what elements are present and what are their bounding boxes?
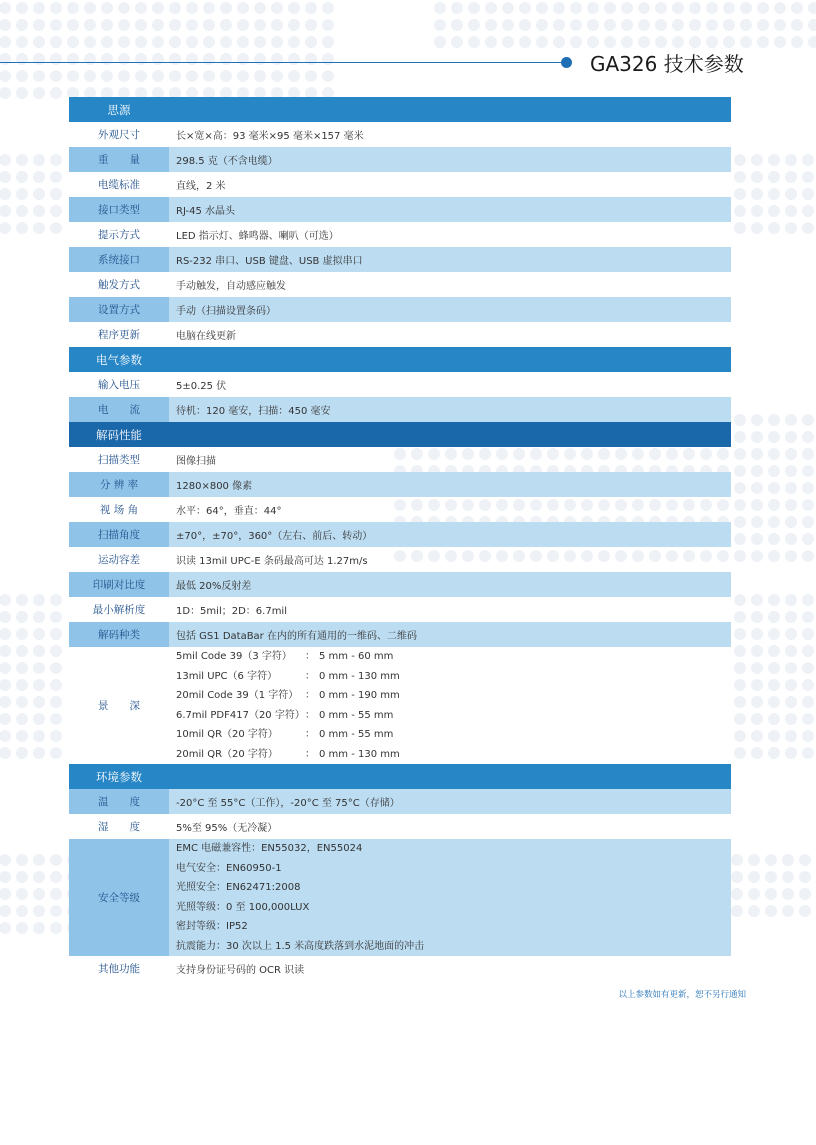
depth-colon: ：: [305, 748, 315, 760]
row-label: 扫描类型: [98, 454, 140, 466]
row-label: 解码种类: [69, 622, 169, 647]
header-bullet-dot: [561, 57, 572, 68]
spec-row: [69, 322, 731, 347]
row-value: [169, 647, 731, 764]
safety-line: 光照安全：EN62471:2008: [176, 882, 301, 893]
section-header: [69, 422, 731, 447]
row-value: 包括 GS1 DataBar 在内的所有通用的一维码、二维码: [176, 631, 417, 642]
row-label: 输入电压: [98, 379, 140, 391]
depth-range: 0 mm - 130 mm: [319, 670, 400, 682]
row-label: 运动容差: [98, 554, 140, 566]
section-header: [69, 764, 731, 789]
row-value: LED 指示灯、蜂鸣器、喇叭（可选）: [176, 231, 339, 242]
depth-name: 6.7mil PDF417（20 字符）: [176, 709, 305, 721]
row-value: 最低 20%反射差: [176, 581, 252, 592]
spec-row: [69, 147, 731, 172]
page-title: GA326 技术参数: [590, 52, 744, 76]
depth-of-field-row: [69, 647, 731, 764]
depth-name: 10mil QR（20 字符）: [176, 729, 278, 740]
row-label: 景 深: [98, 700, 140, 712]
depth-name: 5mil Code 39（3 字符）: [176, 651, 292, 662]
row-label: 电缆标准: [98, 179, 140, 191]
section-header: [69, 97, 731, 122]
spec-row: [69, 272, 731, 297]
spec-row: [69, 622, 731, 647]
safety-line: 光照等级：0 至 100,000LUX: [176, 901, 310, 913]
row-label: 提示方式: [98, 229, 140, 241]
depth-name: 13mil UPC（6 字符）: [176, 670, 278, 682]
row-value: 5±0.25 伏: [176, 381, 227, 392]
row-label: 扫描角度: [69, 522, 169, 547]
depth-line: [176, 686, 731, 706]
safety-rating-row: [69, 839, 731, 956]
depth-range: 0 mm - 130 mm: [319, 748, 400, 760]
spec-row: [69, 789, 731, 814]
spec-row: [69, 472, 731, 497]
row-label: 最小解析度: [92, 604, 146, 616]
row-value: 5%至 95%（无冷凝）: [176, 823, 278, 834]
spec-row: [69, 297, 731, 322]
spec-row: [69, 172, 731, 197]
footer-note: 以上参数如有更新，恕不另行通知: [618, 990, 746, 1000]
depth-line: [176, 647, 731, 667]
row-value: 298.5 克（不含电缆）: [176, 156, 278, 167]
row-value: [169, 839, 731, 956]
spec-table: [69, 97, 731, 981]
row-label: 电气参数: [96, 352, 142, 367]
row-value: 长×宽×高：93 毫米×95 毫米×157 毫米: [176, 131, 364, 142]
safety-line: 电气安全：EN60950-1: [176, 862, 282, 874]
spec-row: [69, 122, 731, 147]
row-label: 接口类型: [69, 197, 169, 222]
row-value: RJ-45 水晶头: [176, 206, 236, 217]
row-value: [169, 422, 731, 447]
header-rule: [0, 62, 566, 63]
row-value: 待机：120 毫安，扫描：450 毫安: [176, 406, 331, 417]
row-value: 电脑在线更新: [176, 331, 236, 342]
row-label: 其他功能: [98, 963, 140, 975]
depth-range: 0 mm - 55 mm: [319, 709, 394, 721]
safety-line: EMC 电磁兼容性：EN55032，EN55024: [176, 843, 363, 854]
row-value: 水平：64°，垂直：44°: [176, 506, 282, 517]
depth-range: 5 mm - 60 mm: [319, 651, 394, 662]
safety-line: 抗震能力：30 次以上 1.5 米高度跌落到水泥地面的冲击: [176, 940, 425, 952]
row-label: 温 度: [69, 789, 169, 814]
row-label: 外观尺寸: [98, 129, 140, 141]
row-label: 印刷对比度: [69, 572, 169, 597]
row-value: 直线，2 米: [176, 181, 226, 192]
spec-row: [69, 447, 731, 472]
row-label: 触发方式: [98, 279, 140, 291]
row-label: 电 流: [69, 397, 169, 422]
row-label: 安全等级: [69, 839, 169, 956]
row-label: 设置方式: [69, 297, 169, 322]
row-label: 重 量: [69, 147, 169, 172]
spec-row: [69, 497, 731, 522]
safety-line: 密封等级：IP52: [176, 921, 248, 932]
depth-colon: ：: [305, 729, 315, 740]
row-value: 支持身份证号码的 OCR 识读: [176, 965, 305, 976]
spec-row: [69, 397, 731, 422]
depth-colon: ：: [305, 651, 315, 662]
row-value: [169, 347, 731, 372]
row-label: 解码性能: [96, 427, 142, 442]
row-value: 手动（扫描设置条码）: [176, 306, 276, 317]
spec-row: [69, 372, 731, 397]
depth-name: 20mil QR（20 字符）: [176, 748, 278, 760]
row-label: 环境参数: [96, 769, 142, 784]
row-value: 手动触发，自动感应触发: [176, 281, 286, 292]
depth-colon: ：: [305, 670, 315, 682]
spec-row: [69, 247, 731, 272]
row-label: 分 辨 率: [69, 472, 169, 497]
row-label: 系统接口: [69, 247, 169, 272]
depth-colon: ：: [305, 709, 315, 721]
spec-row: [69, 222, 731, 247]
row-label: 程序更新: [98, 329, 140, 341]
row-label: 湿 度: [98, 821, 140, 833]
row-value: -20°C 至 55°C（工作），-20°C 至 75°C（存储）: [176, 798, 400, 809]
depth-colon: ：: [305, 690, 315, 701]
spec-row: [69, 597, 731, 622]
depth-range: 0 mm - 55 mm: [319, 729, 394, 740]
spec-row: [69, 814, 731, 839]
depth-line: [176, 667, 731, 687]
spec-row: [69, 547, 731, 572]
row-value: [169, 97, 731, 122]
depth-name: 20mil Code 39（1 字符）: [176, 690, 299, 701]
spec-row: [69, 572, 731, 597]
section-header: [69, 347, 731, 372]
depth-line: [176, 745, 731, 765]
depth-range: 0 mm - 190 mm: [319, 690, 400, 701]
spec-row: [69, 522, 731, 547]
row-value: [169, 764, 731, 789]
row-value: 识读 13mil UPC-E 条码最高可达 1.27m/s: [176, 556, 368, 567]
depth-line: [176, 706, 731, 726]
row-label: 思源: [107, 102, 131, 117]
row-label: 视 场 角: [99, 504, 139, 516]
row-value: ±70°，±70°，360°（左右、前后、转动）: [176, 531, 373, 542]
spec-row: [69, 956, 731, 981]
row-value: 图像扫描: [176, 456, 216, 467]
row-value: RS-232 串口、USB 键盘、USB 虚拟串口: [176, 256, 363, 267]
spec-row: [69, 197, 731, 222]
row-value: 1D：5mil；2D：6.7mil: [176, 606, 287, 617]
depth-line: [176, 725, 731, 745]
row-value: 1280×800 像素: [176, 481, 253, 492]
